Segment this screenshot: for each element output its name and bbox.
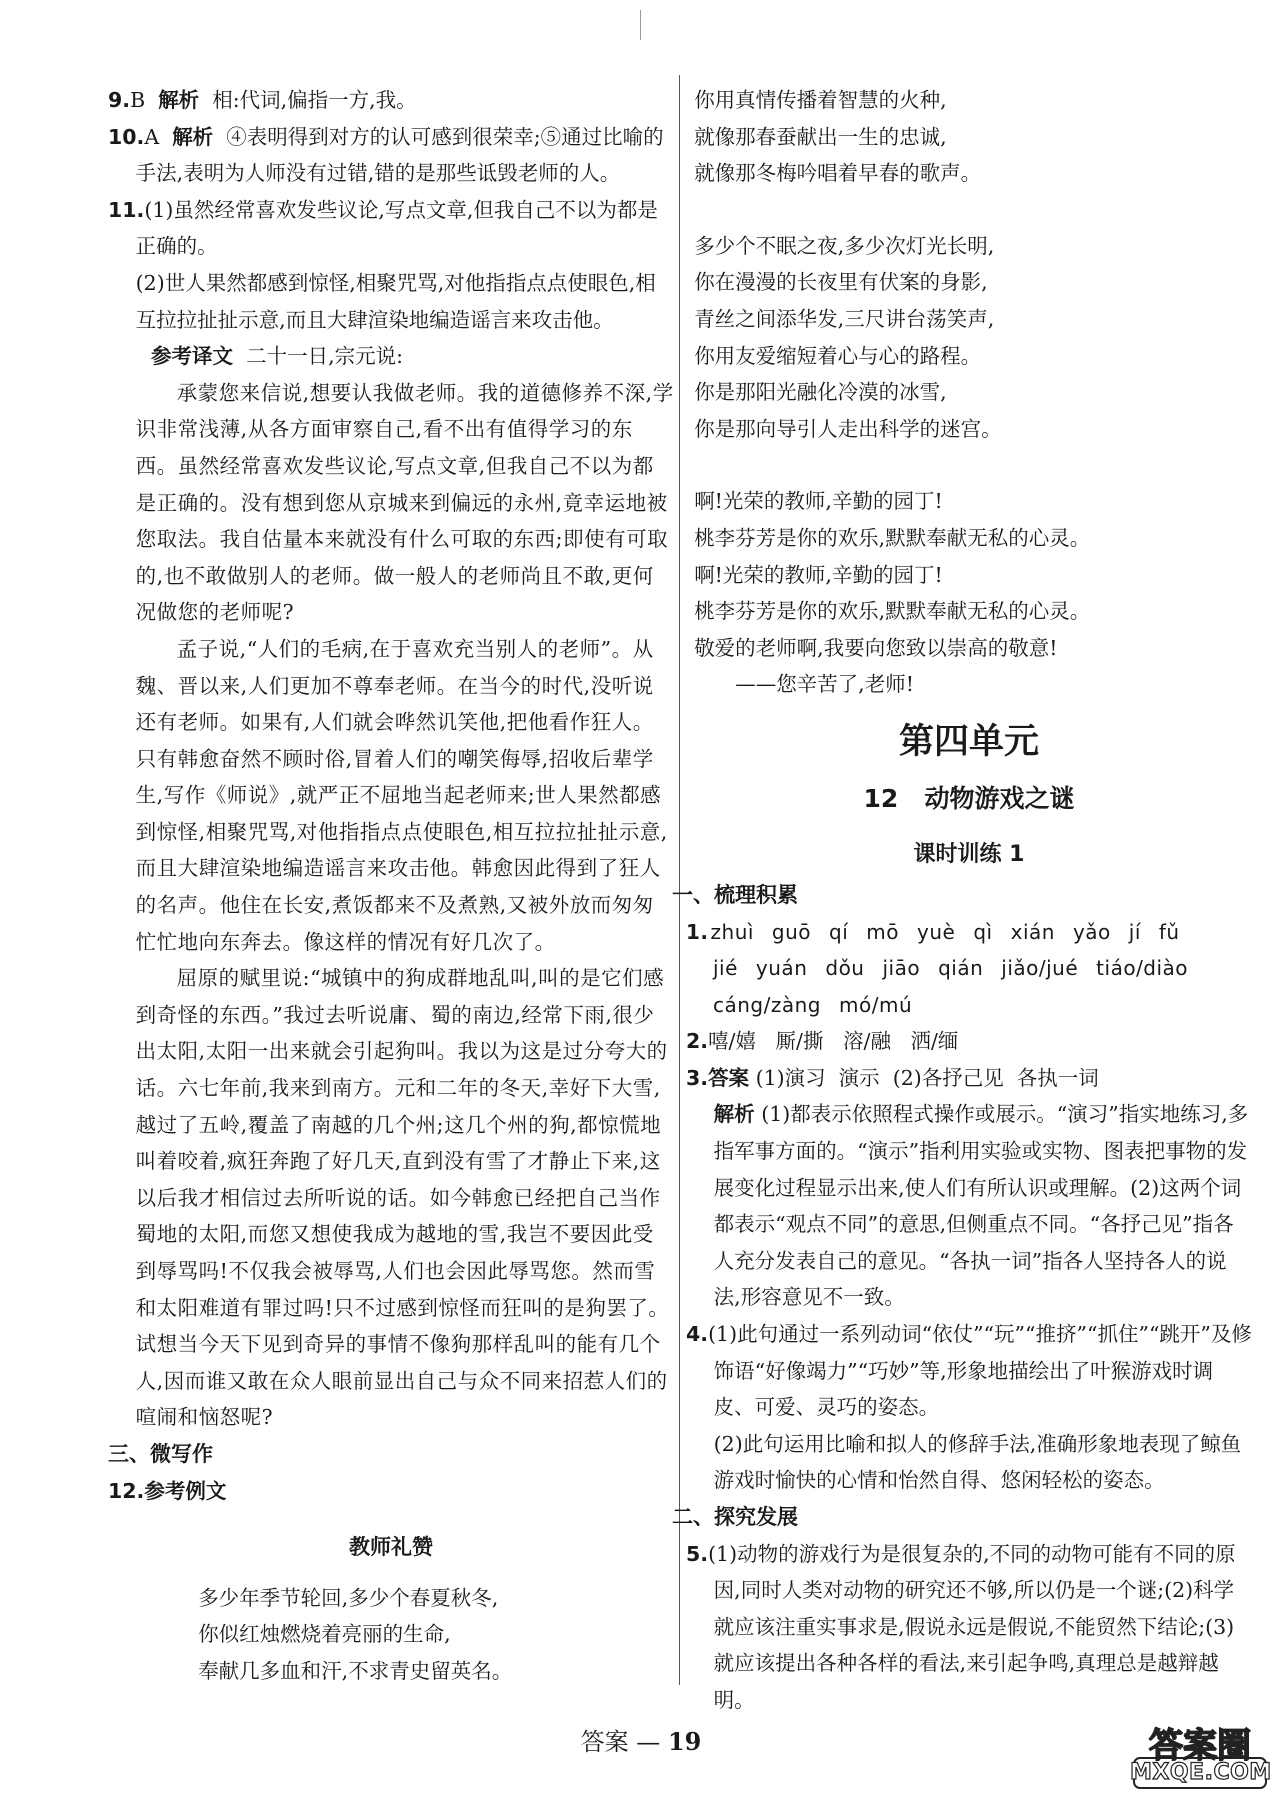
sample-essay-label: 参考例文 — [144, 1478, 227, 1503]
section-heading-explore: 二、探究发展 — [672, 1505, 798, 1529]
question-4 — [686, 1316, 1252, 1426]
pinyin: qián — [938, 956, 984, 981]
answer-part-2: (2)世人果然都感到惊怪,相聚咒骂,对他指指点点使眼色,相互拉拉扯扯示意,而且大肆渲染地编造谣言来攻击他。 — [135, 270, 656, 332]
pinyin: jiǎo/jué — [1001, 956, 1079, 981]
question-3 — [686, 1060, 1252, 1097]
char-pair: 厮/撕 — [775, 1029, 824, 1054]
question-2 — [686, 1023, 1252, 1060]
answer-part-2: (2)此句运用比喻和拟人的修辞手法,准确形象地表现了鲸鱼游戏时愉快的心情和怡然自得、悠闲轻松的姿态。 — [713, 1431, 1242, 1493]
question-12 — [108, 1473, 674, 1510]
question-number: 3. — [686, 1065, 709, 1090]
section-heading-micro-writing: 三、微写作 — [108, 1441, 213, 1466]
pinyin: yuán — [755, 956, 808, 981]
poem-line: 桃李芬芳是你的欢乐,默默奉献无私的心灵。 — [694, 525, 1091, 550]
char-pair: 溶/融 — [843, 1029, 891, 1054]
pinyin: guō — [771, 919, 812, 944]
pinyin: yuè — [917, 919, 956, 944]
question-number: 1. — [686, 919, 709, 944]
pinyin: yǎo — [1072, 919, 1111, 944]
reference-translation — [108, 338, 674, 375]
poem-line: 你用真情传播着智慧的火种, — [694, 88, 947, 112]
question-number: 2. — [686, 1029, 709, 1054]
char-pair: 嘻/嬉 — [708, 1029, 756, 1054]
footer-dash: — — [636, 1728, 661, 1756]
pinyin: xián — [1010, 919, 1055, 944]
answer-part-1: (1)虽然经常喜欢发些议论,写点文章,但我自己不以为都是正确的。 — [135, 197, 658, 259]
pinyin: jí — [1128, 919, 1141, 944]
pinyin: zhuì — [710, 919, 754, 944]
pinyin: dǒu — [825, 956, 865, 981]
binding-mark — [640, 10, 641, 40]
pinyin-row — [686, 950, 1252, 987]
analysis-label: 解析 — [158, 88, 200, 112]
poem-line: 多少年季节轮回,多少个春夏秋冬, — [198, 1585, 499, 1610]
translation-paragraph: 承蒙您来信说,想要认我做老师。我的道德修养不深,学识非常浅薄,从各方面审察自己,看不出有值得学习的东西。虽然经常喜欢发些议论,写点文章,但我自己不以为都是正确的。没有想到您从京城来到偏远的永州,竟幸运地被您取法。我自估量本来就没有什么可取的东西;即使有可取的,也不敢做别人的老师。做一般人的老师尚且不敢,更何况做您的老师呢? — [135, 380, 674, 625]
poem-line: 就像那冬梅吟唱着早春的歌声。 — [694, 161, 982, 186]
pinyin: mó/mú — [839, 992, 913, 1017]
stanza-gap — [686, 447, 1252, 483]
poem-line: 敬爱的老师啊,我要向您致以崇高的敬意! — [694, 635, 1058, 660]
poem-title: 教师礼赞 — [349, 1535, 433, 1560]
lesson-heading — [686, 777, 1252, 821]
answer-text: (1)动物的游戏行为是很复杂的,不同的动物可能有不同的原因,同时人类对动物的研究还不够,所以仍是一个谜;(2)科学就应该注重实事求是,假说永远是假说,不能贸然下结论;(3)就应该提出各种各样的看法,来引起争鸣,真理总是越辩越明。 — [708, 1541, 1236, 1712]
analysis-label: 解析 — [713, 1102, 755, 1127]
answer-label: 答案 — [708, 1065, 750, 1090]
analysis-text: ④表明得到对方的认可感到很荣幸;⑤通过比喻的手法,表明为人师没有过错,错的是那些诋毁老师的人。 — [135, 124, 664, 186]
watermark-logo — [1130, 1718, 1270, 1793]
poem-signoff: ——您辛苦了,老师! — [735, 672, 914, 697]
lesson-title: 动物游戏之谜 — [924, 783, 1075, 813]
unit-title: 第四单元 — [898, 721, 1039, 762]
right-column — [672, 82, 1252, 1719]
question-5 — [686, 1536, 1252, 1719]
pinyin: jiāo — [882, 956, 921, 981]
analysis-text: (1)都表示依照程式操作或展示。“演习”指实地练习,多指军事方面的。“演示”指利用实验或实物、图表把事物的发展变化过程显示出来,使人们有所认识或理解。(2)这两个词都表示“观点不同”的意思,但侧重点不同。“各抒己见”指各人充分发表自己的意见。“各执一词”指各人坚持各人的说法,形容意见不一致。 — [713, 1102, 1249, 1310]
pinyin: cáng/zàng — [713, 992, 821, 1017]
page-footer — [0, 1722, 1282, 1757]
poem-line: 桃李芬芳是你的欢乐,默默奉献无私的心灵。 — [694, 599, 1091, 624]
poem-line: 奉献几多血和汗,不求青史留英名。 — [198, 1658, 513, 1683]
analysis-label: 解析 — [172, 124, 214, 149]
question-1 — [686, 914, 1252, 951]
answer-text: (1)演习 演示 (2)各抒己见 各执一词 — [755, 1065, 1099, 1090]
watermark-title: 答案圈 — [1149, 1726, 1251, 1766]
question-number: 9. — [108, 88, 131, 112]
char-pair: 洒/缅 — [910, 1029, 959, 1054]
left-column — [108, 82, 674, 1690]
question-number: 11. — [108, 197, 145, 222]
stanza-gap — [686, 192, 1252, 228]
pinyin: fǔ — [1158, 919, 1180, 944]
pinyin: tiáo/diào — [1096, 956, 1189, 981]
question-number: 4. — [686, 1322, 709, 1347]
question-number: 12. — [108, 1478, 145, 1503]
footer-label: 答案 — [580, 1728, 629, 1756]
answer-choice: B — [130, 88, 146, 112]
reference-intro: 二十一日,宗元说: — [246, 344, 404, 369]
question-10 — [108, 119, 674, 192]
pinyin: qí — [829, 919, 849, 944]
translation-paragraph: 孟子说,“人们的毛病,在于喜欢充当别人的老师”。从魏、晋以来,人们更加不尊奉老师。在当今的时代,没听说还有老师。如果有,人们就会哗然讥笑他,把他看作狂人。只有韩愈奋然不顾时俗,冒着人们的嘲笑侮辱,招收后辈学生,写作《师说》,就严正不屈地当起老师来;世人果然都感到惊怪,相聚咒骂,对他指指点点使眼色,相互拉拉扯扯示意,而且大肆渲染地编造谣言来攻击他。韩愈因此得到了狂人的名声。他住在长安,煮饭都来不及煮熟,又被外放而匆匆忙忙地向东奔去。像这样的情况有好几次了。 — [135, 636, 668, 954]
reference-label: 参考译文 — [151, 344, 234, 369]
poem-line: 多少个不眠之夜,多少次灯光长明, — [694, 233, 995, 258]
page-number: 19 — [667, 1727, 702, 1756]
question-number: 5. — [686, 1541, 709, 1566]
poem-line: 你用友爱缩短着心与心的路程。 — [694, 343, 982, 368]
training-title: 课时训练 1 — [913, 841, 1025, 867]
translation-paragraph: 屈原的赋里说:“城镇中的狗成群地乱叫,叫的是它们感到奇怪的东西。”我过去听说庸、蜀的南边,经常下雨,很少出太阳,太阳一出来就会引起狗叫。我以为这是过分夸大的话。六七年前,我来到南方。元和二年的冬天,幸好下大雪,越过了五岭,覆盖了南越的几个州;这几个州的狗,都惊慌地叫着咬着,疯狂奔跑了好几天,直到没有雪了才静止下来,这以后我才相信过去所听说的话。如今韩愈已经把自己当作蜀地的太阳,而您又想使我成为越地的雪,我岂不要因此受到辱骂吗!不仅我会被辱骂,人们也会因此辱骂您。然而雪和太阳难道有罪过吗!只不过感到惊怪而狂叫的是狗罢了。试想当今天下见到奇异的事情不像狗那样乱叫的能有几个人,因而谁又敢在众人眼前显出自己与众不同来招惹人们的喧闹和恼怒呢? — [135, 966, 670, 1430]
answer-choice: A — [144, 124, 160, 149]
poem-line: 啊!光荣的教师,辛勤的园丁! — [694, 562, 943, 587]
poem-line: 你在漫漫的长夜里有伏案的身影, — [694, 270, 988, 295]
poem-line: 你似红烛燃烧着亮丽的生命, — [198, 1622, 451, 1647]
answer-part-1: (1)此句通过一系列动词“依仗”“玩”“推挤”“抓住”“跳开”及修饰语“好像竭力”“巧妙”等,形象地描绘出了叶猴游戏时调皮、可爱、灵巧的姿态。 — [708, 1322, 1252, 1420]
poem-line: 啊!光荣的教师,辛勤的园丁! — [694, 489, 943, 514]
question-9 — [108, 82, 674, 119]
question-number: 10. — [108, 124, 145, 149]
watermark-url: MXQE.COM — [1130, 1760, 1272, 1785]
poem-line: 就像那春蚕献出一生的忠诚, — [694, 124, 947, 149]
lesson-number: 12 — [863, 783, 899, 813]
pinyin: jié — [713, 956, 738, 981]
analysis-text: 相:代词,偏指一方,我。 — [212, 88, 417, 112]
poem-line: 你是那向导引人走出科学的迷宫。 — [694, 416, 1002, 441]
section-heading-review: 一、梳理积累 — [672, 882, 798, 907]
question-3-analysis — [686, 1096, 1252, 1316]
poem-line: 你是那阳光融化冷漠的冰雪, — [694, 380, 947, 405]
question-11 — [108, 192, 674, 265]
pinyin: mō — [866, 919, 900, 944]
pinyin-row — [686, 987, 1252, 1024]
pinyin: qì — [973, 919, 993, 944]
poem-line: 青丝之间添华发,三尺讲台荡笑声, — [694, 306, 995, 331]
